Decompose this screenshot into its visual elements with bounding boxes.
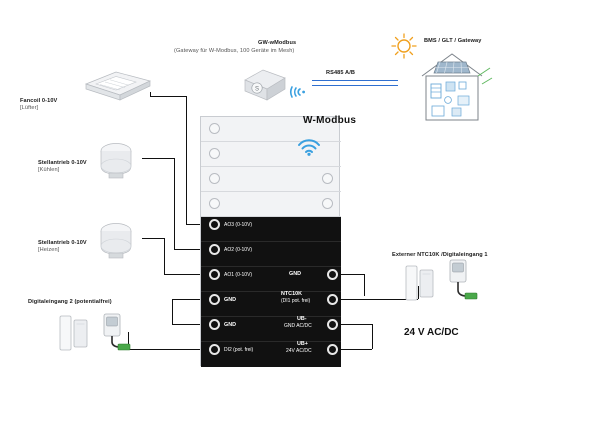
wire-gnd-r xyxy=(338,274,364,275)
gateway-wifi-icon xyxy=(290,84,310,100)
terminal-dot-gnd-b[interactable] xyxy=(209,319,220,330)
wire-gnd-a xyxy=(172,299,202,300)
wire-ao3-v xyxy=(186,96,187,224)
rs485-label: RS485 A/B xyxy=(326,70,355,76)
terminal-row-ao3 xyxy=(201,217,341,242)
external-ntc-label: Externer NTC10K /Digitaleingang 1 xyxy=(392,252,488,258)
terminal-sublabel-ub-plus: 24V AC/DC xyxy=(286,348,312,354)
terminal-ring-empty-r4[interactable] xyxy=(322,198,333,209)
wire-ub-v1 xyxy=(372,324,373,349)
terminal-label-ao1: AO1 (0-10V) xyxy=(224,272,253,278)
terminal-dot-ub-minus[interactable] xyxy=(327,319,338,330)
svg-text:S: S xyxy=(254,86,260,93)
terminal-label-gnd-a: GND xyxy=(224,297,236,303)
actuator-cooling-device xyxy=(90,140,146,180)
actuator-cooling-sublabel: [Kühlen] xyxy=(38,167,60,173)
terminal-dot-ao1[interactable] xyxy=(209,269,220,280)
wire-ao1-v xyxy=(164,238,165,274)
terminal-dot-gnd-r[interactable] xyxy=(327,269,338,280)
terminal-dot-ao3[interactable] xyxy=(209,219,220,230)
gateway-name: GW-wModbus xyxy=(258,40,297,46)
wifi-icon xyxy=(296,136,322,156)
digital-input-2-connector xyxy=(98,312,134,354)
terminal-dot-ntc10k[interactable] xyxy=(327,294,338,305)
actuator-heating-label: Stellantrieb 0-10V xyxy=(38,240,87,246)
terminal-row-gnd-a xyxy=(201,292,341,317)
terminal-row-di2 xyxy=(201,342,341,367)
terminal-row-ao1 xyxy=(201,267,341,292)
terminal-row-ao2 xyxy=(201,242,341,267)
wire-gnd-b xyxy=(172,324,202,325)
terminal-label-ub-minus: UB- xyxy=(297,316,307,322)
terminal-label-di2: DI2 (pot. frei) xyxy=(224,347,254,353)
actuator-heating-device xyxy=(90,220,146,260)
w-modbus-title: W-Modbus xyxy=(303,115,357,126)
wire-ao2-h1 xyxy=(142,158,174,159)
terminal-dot-di2[interactable] xyxy=(209,344,220,355)
terminal-label-gnd-r: GND xyxy=(289,271,301,277)
terminal-dot-gnd-a[interactable] xyxy=(209,294,220,305)
terminal-label-ao3: AO3 (0-10V) xyxy=(224,222,253,228)
fancoil-sublabel: [Lüfter] xyxy=(20,105,39,111)
wire-ubp-r xyxy=(338,349,372,350)
terminal-sublabel-ub-minus: GND AC/DC xyxy=(284,323,312,329)
terminal-row-empty-4 xyxy=(201,192,341,217)
wire-ubm-r xyxy=(338,324,372,325)
actuator-cooling-label: Stellantrieb 0-10V xyxy=(38,160,87,166)
gateway-description: (Gateway für W-Modbus, 100 Geräte im Mesh) xyxy=(174,48,295,54)
terminal-dot-ao2[interactable] xyxy=(209,244,220,255)
wire-ao2-v xyxy=(174,158,175,249)
wire-ao1-h2 xyxy=(164,274,202,275)
terminal-ring-empty-l3[interactable] xyxy=(209,173,220,184)
voltage-label: 24 V AC/DC xyxy=(404,327,459,338)
terminal-ring-empty-l1[interactable] xyxy=(209,123,220,134)
terminal-ring-empty-l2[interactable] xyxy=(209,148,220,159)
terminal-label-gnd-b: GND xyxy=(224,322,236,328)
bms-building-illustration xyxy=(386,32,506,124)
terminal-row-gnd-b xyxy=(201,317,341,342)
terminal-dot-ub-plus[interactable] xyxy=(327,344,338,355)
digital-input-2-contact xyxy=(58,312,92,356)
fancoil-device xyxy=(78,70,154,104)
gateway-device xyxy=(243,66,287,106)
terminal-row-empty-3 xyxy=(201,167,341,192)
terminal-label-ub-plus: UB+ xyxy=(297,341,308,347)
wire-gnd-r-v xyxy=(364,274,365,296)
wire-ao3-h1 xyxy=(150,96,186,97)
bms-label: BMS / GLT / Gateway xyxy=(424,38,482,44)
wire-ao2-h2 xyxy=(174,249,202,250)
wire-di2-h xyxy=(128,349,202,350)
terminal-ring-empty-r3[interactable] xyxy=(322,173,333,184)
terminal-label-ao2: AO2 (0-10V) xyxy=(224,247,253,253)
fancoil-label: Fancoil 0-10V xyxy=(20,98,58,104)
wire-gnd-a-v xyxy=(172,299,173,324)
actuator-heating-sublabel: [Heizen] xyxy=(38,247,60,253)
terminal-sublabel-ntc10k: (DI1 pot. frei) xyxy=(281,298,311,304)
terminal-label-ntc10k: NTC10K xyxy=(281,291,302,297)
digital-input-2-label: Digitaleingang 2 (potentialfrei) xyxy=(28,299,112,305)
external-ntc-contact xyxy=(404,262,438,306)
terminal-ring-empty-l4[interactable] xyxy=(209,198,220,209)
external-ntc-sensor xyxy=(444,258,480,306)
